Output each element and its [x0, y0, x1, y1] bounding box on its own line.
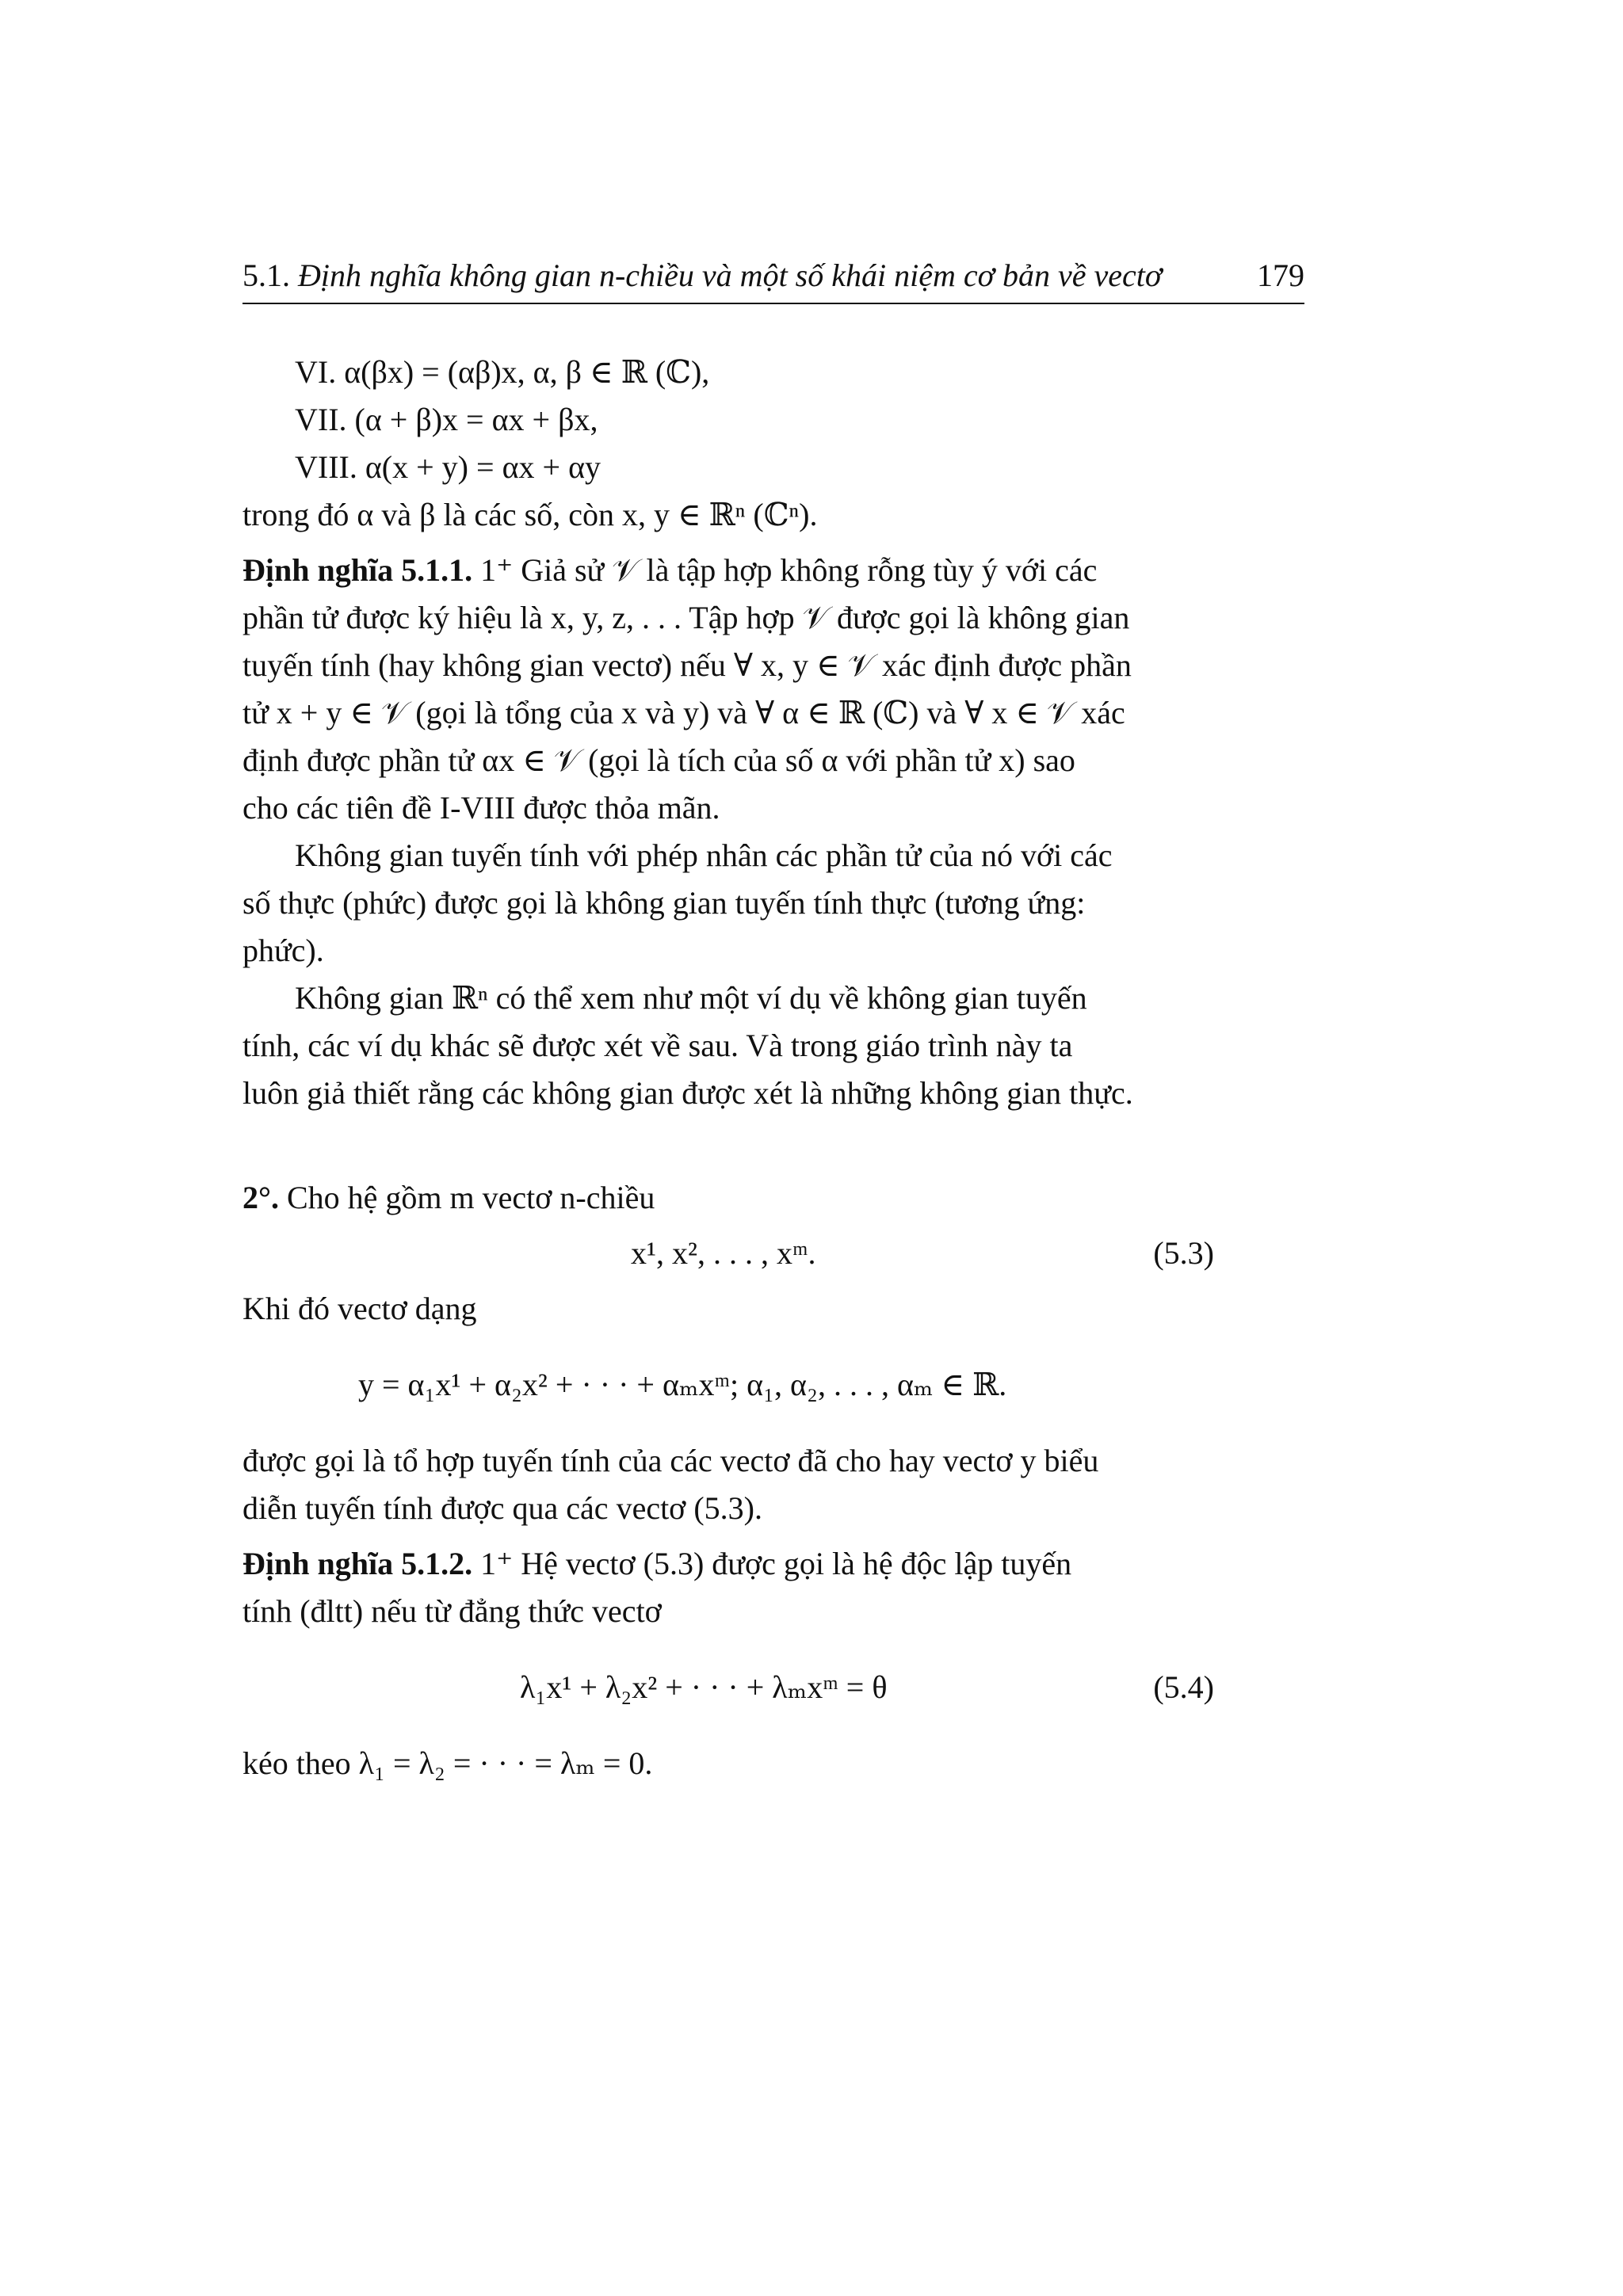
equation-body: λ₁x¹ + λ₂x² + · · · + λₘxᵐ = θ [520, 1669, 888, 1705]
definition-heading: Định nghĩa 5.1.2. [242, 1546, 473, 1581]
definition-line: định được phần tử αx ∈ 𝒱 (gọi là tích của số α với phần tử x) sao [242, 742, 1075, 778]
linear-combination-equation [242, 1361, 1214, 1409]
part-2-intro [242, 1174, 1214, 1222]
equation-tag: (5.4) [1153, 1669, 1214, 1705]
running-header [242, 252, 1304, 304]
definition-5-1-1-first-line [242, 547, 1214, 594]
paragraph-line: số thực (phức) được gọi là không gian tuyến tính thực (tương ứng: [242, 885, 1086, 921]
definition-line: tử x + y ∈ 𝒱 (gọi là tổng của x và y) và ∀ α ∈ ℝ (ℂ) và ∀ x ∈ 𝒱 xác [242, 695, 1125, 730]
section-title: Định nghĩa không gian n-chiều và một số khái niệm cơ bản về vectơ [298, 257, 1163, 293]
paragraph-line: Không gian tuyến tính với phép nhân các phần tử của nó với các [295, 837, 1113, 873]
axiom-viii: VIII. α(x + y) = αx + αy [295, 449, 601, 485]
definition-heading: Định nghĩa 5.1.1. [242, 552, 473, 588]
definition-5-1-2-first-line [242, 1540, 1214, 1588]
equation-5-3 [242, 1230, 1214, 1277]
paragraph-line: được gọi là tổ hợp tuyến tính của các vectơ đã cho hay vectơ y biểu [242, 1443, 1099, 1478]
paragraph-line: luôn giả thiết rằng các không gian được xét là những không gian thực. [242, 1075, 1133, 1111]
definition-text: 1⁺ Giả sử 𝒱 là tập hợp không rỗng tùy ý với các [480, 552, 1098, 588]
equation-tag: (5.3) [1153, 1235, 1214, 1271]
section-number: 5.1. [242, 257, 290, 293]
paragraph-line: phức). [242, 933, 324, 968]
paragraph-line: diễn tuyến tính được qua các vectơ (5.3). [242, 1490, 762, 1526]
axiom-vi: VI. α(βx) = (αβ)x, α, β ∈ ℝ (ℂ), [295, 354, 710, 390]
part-text: Cho hệ gồm m vectơ n-chiều [287, 1180, 655, 1215]
definition-line: cho các tiên đề I-VIII được thỏa mãn. [242, 790, 720, 826]
equation-5-4 [242, 1664, 1214, 1711]
definition-line: tuyến tính (hay không gian vectơ) nếu ∀ x, y ∈ 𝒱 xác định được phần [242, 647, 1132, 683]
equation-body: x¹, x², . . . , xᵐ. [631, 1235, 816, 1271]
definition-conclusion: kéo theo λ₁ = λ₂ = · · · = λₘ = 0. [242, 1745, 653, 1781]
paragraph-line: Không gian ℝⁿ có thể xem như một ví dụ về không gian tuyến [295, 980, 1087, 1016]
paragraph-line: Khi đó vectơ dạng [242, 1291, 477, 1326]
part-heading: 2°. [242, 1180, 279, 1215]
page-body [242, 349, 1214, 1787]
equation-body: y = α₁x¹ + α₂x² + · · · + αₘxᵐ; α₁, α₂, . . . , αₘ ∈ ℝ. [358, 1367, 1007, 1402]
axiom-vii: VII. (α + β)x = αx + βx, [295, 402, 598, 437]
page-number: 179 [1257, 257, 1304, 293]
definition-line: tính (đltt) nếu từ đẳng thức vectơ [242, 1593, 662, 1629]
paragraph-line: tính, các ví dụ khác sẽ được xét về sau. Và trong giáo trình này ta [242, 1028, 1073, 1063]
definition-text: 1⁺ Hệ vectơ (5.3) được gọi là hệ độc lập tuyến [480, 1546, 1072, 1581]
definition-line: phần tử được ký hiệu là x, y, z, . . . Tập hợp 𝒱 được gọi là không gian [242, 600, 1130, 635]
axioms-note: trong đó α và β là các số, còn x, y ∈ ℝⁿ (ℂⁿ). [242, 497, 818, 532]
